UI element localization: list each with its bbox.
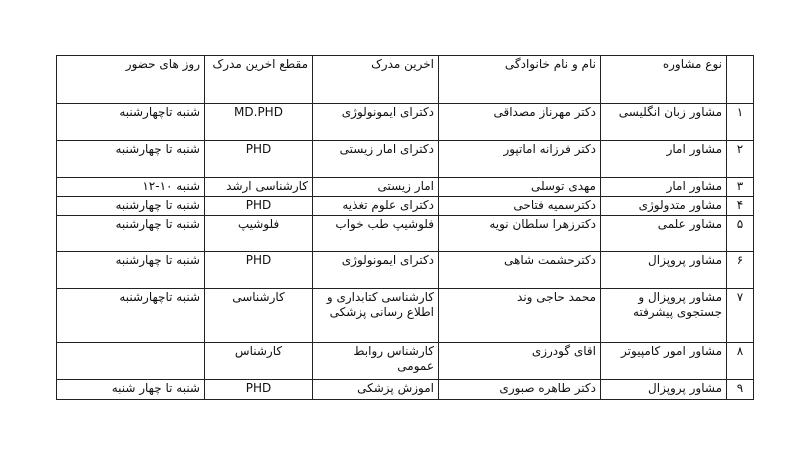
cell-last-degree: اموزش پزشکی bbox=[313, 380, 439, 400]
table-header-row bbox=[57, 56, 754, 104]
header-full-name: نام و نام خانوادگی bbox=[439, 56, 601, 104]
cell-consult-type: مشاور امار bbox=[601, 141, 727, 178]
cell-full-name: دکترحشمت شاهی bbox=[439, 252, 601, 289]
cell-consult-type: مشاور امار bbox=[601, 178, 727, 197]
table-row bbox=[57, 252, 754, 289]
cell-consult-type: مشاور علمی bbox=[601, 216, 727, 252]
cell-full-name: محمد حاجی وند bbox=[439, 289, 601, 343]
table-row bbox=[57, 289, 754, 343]
header-attendance-days: روز های حضور bbox=[57, 56, 205, 104]
cell-attendance-days: شنبه تاچهارشنبه bbox=[57, 104, 205, 141]
cell-consult-type: مشاور امور کامپیوتر bbox=[601, 343, 727, 380]
cell-last-degree: کارشناسی کتابداری و اطلاع رسانی پزشکی bbox=[313, 289, 439, 343]
cell-attendance-days: شنبه تا چهارشنبه bbox=[57, 252, 205, 289]
cell-attendance-days: شنبه تا چهار شنبه bbox=[57, 380, 205, 400]
row-number: ۱ bbox=[727, 104, 754, 141]
table-row bbox=[57, 343, 754, 380]
cell-degree-level: PHD bbox=[205, 252, 313, 289]
consultants-table bbox=[56, 55, 754, 400]
table-row bbox=[57, 197, 754, 216]
cell-last-degree: فلوشیپ طب خواب bbox=[313, 216, 439, 252]
cell-consult-type: مشاور پروپزال bbox=[601, 380, 727, 400]
cell-last-degree: دکترای علوم تغذیه bbox=[313, 197, 439, 216]
cell-full-name: دکترزهرا سلطان نویه bbox=[439, 216, 601, 252]
table-row bbox=[57, 380, 754, 400]
cell-last-degree: کارشناس روابط عمومی bbox=[313, 343, 439, 380]
cell-full-name: دکتر مهرناز مصداقی bbox=[439, 104, 601, 141]
header-number bbox=[727, 56, 754, 104]
cell-attendance-days: شنبه تا چهارشنبه bbox=[57, 141, 205, 178]
cell-degree-level: PHD bbox=[205, 380, 313, 400]
cell-attendance-days bbox=[57, 343, 205, 380]
cell-attendance-days: شنبه تاچهارشنبه bbox=[57, 289, 205, 343]
header-degree-level: مقطع اخرین مدرک bbox=[205, 56, 313, 104]
cell-degree-level: PHD bbox=[205, 141, 313, 178]
table-row bbox=[57, 216, 754, 252]
cell-degree-level: کارشناسی ارشد bbox=[205, 178, 313, 197]
cell-last-degree: دکترای ایمونولوژی bbox=[313, 252, 439, 289]
cell-degree-level: PHD bbox=[205, 197, 313, 216]
cell-full-name: دکترسمیه فتاحی bbox=[439, 197, 601, 216]
row-number: ۸ bbox=[727, 343, 754, 380]
row-number: ۵ bbox=[727, 216, 754, 252]
cell-last-degree: امار زیستی bbox=[313, 178, 439, 197]
cell-attendance-days: شنبه تا چهارشنبه bbox=[57, 216, 205, 252]
header-consult-type: نوع مشاوره bbox=[601, 56, 727, 104]
row-number: ۲ bbox=[727, 141, 754, 178]
cell-last-degree: دکترای امار زیستی bbox=[313, 141, 439, 178]
table-row bbox=[57, 104, 754, 141]
table-row bbox=[57, 178, 754, 197]
header-last-degree: اخرین مدرک bbox=[313, 56, 439, 104]
row-number: ۷ bbox=[727, 289, 754, 343]
cell-full-name: دکتر طاهره صبوری bbox=[439, 380, 601, 400]
cell-attendance-days: شنبه ۱۰-۱۲ bbox=[57, 178, 205, 197]
table-row bbox=[57, 141, 754, 178]
row-number: ۶ bbox=[727, 252, 754, 289]
row-number: ۹ bbox=[727, 380, 754, 400]
cell-degree-level: فلوشیپ bbox=[205, 216, 313, 252]
row-number: ۴ bbox=[727, 197, 754, 216]
cell-degree-level: کارشناس bbox=[205, 343, 313, 380]
cell-full-name: اقای گودرزی bbox=[439, 343, 601, 380]
cell-consult-type: مشاور پروپزال و جستجوی پیشرفته bbox=[601, 289, 727, 343]
cell-consult-type: مشاور پروپزال bbox=[601, 252, 727, 289]
cell-consult-type: مشاور زبان انگلیسی bbox=[601, 104, 727, 141]
cell-full-name: دکتر فرزانه اماتپور bbox=[439, 141, 601, 178]
cell-last-degree: دکترای ایمونولوژی bbox=[313, 104, 439, 141]
cell-attendance-days: شنبه تا چهارشنبه bbox=[57, 197, 205, 216]
cell-degree-level: MD.PHD bbox=[205, 104, 313, 141]
cell-full-name: مهدی توسلی bbox=[439, 178, 601, 197]
cell-consult-type: مشاور متدولوژی bbox=[601, 197, 727, 216]
cell-degree-level: کارشناسی bbox=[205, 289, 313, 343]
row-number: ۳ bbox=[727, 178, 754, 197]
